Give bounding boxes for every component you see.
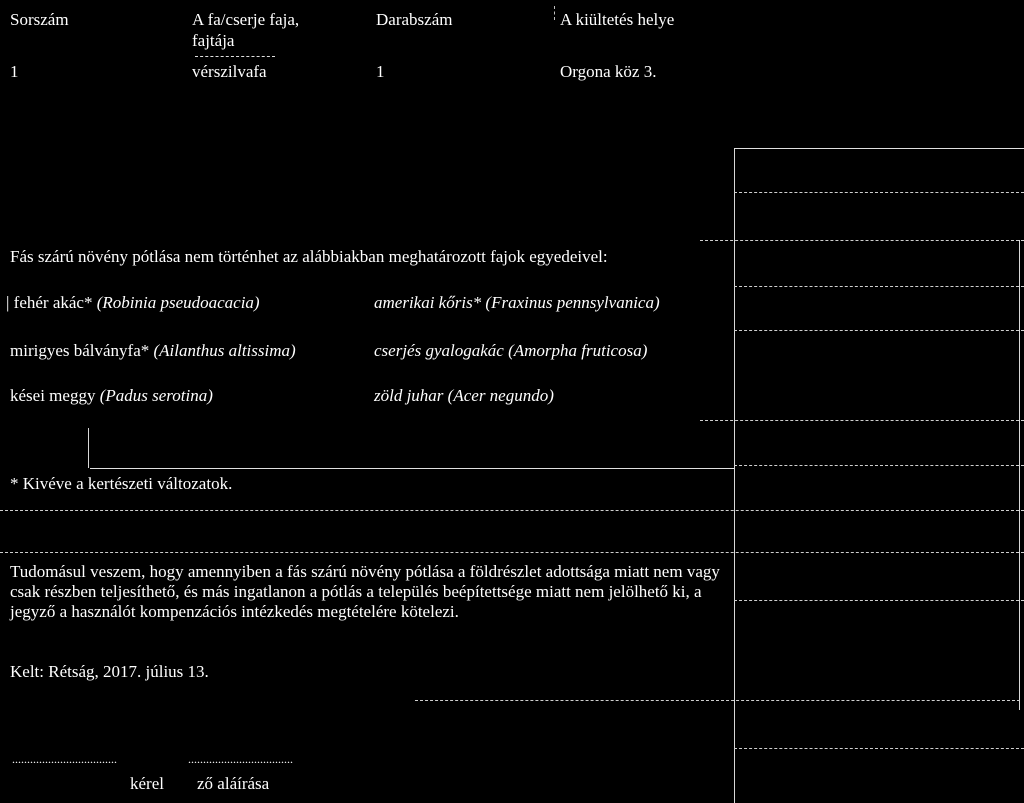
- signature-dots-right: ...................................: [188, 752, 293, 766]
- header-species-line2: fajtája: [192, 31, 235, 50]
- right-box-line-4: [734, 286, 1024, 287]
- header-number: Sorszám: [10, 10, 69, 29]
- left-column-divider-mark: [90, 468, 735, 469]
- signature-dots-left: ...................................: [12, 752, 117, 766]
- right-box-line-8: [0, 510, 1024, 511]
- species-name: kései meggy: [10, 386, 96, 405]
- restricted-species-left-2: [10, 341, 296, 361]
- restricted-species-left-3: [10, 386, 213, 406]
- row-location: Orgona köz 3.: [560, 62, 657, 81]
- species-latin: (Ailanthus altissima): [153, 341, 296, 360]
- date-line: Kelt: Rétság, 2017. július 13.: [10, 662, 209, 681]
- species-name: fehér akác*: [13, 293, 93, 312]
- species-name: mirigyes bálványfa*: [10, 341, 150, 360]
- right-box-line-9: [0, 552, 1024, 553]
- signature-label-part2: ző aláírása: [197, 774, 270, 793]
- row-species: vérszilvafa: [192, 62, 267, 81]
- right-box-line-11: [415, 700, 1020, 701]
- footnote: * Kivéve a kertészeti változatok.: [10, 474, 233, 493]
- right-box-line-1: [734, 148, 1024, 149]
- restricted-species-right-3: zöld juhar (Acer negundo): [374, 386, 554, 405]
- restriction-heading: Fás szárú növény pótlása nem történhet az alábbiakban meghatározott fajok egyedeivel:: [10, 247, 608, 266]
- row-number: 1: [10, 62, 19, 81]
- signature-label-part1: kérel: [130, 774, 164, 793]
- restricted-species-right-2: cserjés gyalogakác (Amorpha fruticosa): [374, 341, 648, 360]
- restricted-species-left-1: | fehér akác* (Robinia pseudoacacia): [6, 293, 260, 312]
- right-box-line-2: [734, 192, 1024, 193]
- header-count: Darabszám: [376, 10, 453, 29]
- right-box-right-border: [1019, 240, 1020, 710]
- right-box-left-border: [734, 148, 735, 803]
- header-location: A kiültetés helye: [560, 10, 675, 29]
- right-box-line-12: [734, 748, 1024, 749]
- right-box-line-10: [734, 600, 1024, 601]
- species-latin: (Padus serotina): [99, 386, 213, 405]
- right-box-line-5: [734, 330, 1024, 331]
- right-box-line-6: [700, 420, 1024, 421]
- right-box-line-7: [734, 465, 1024, 466]
- row-count: 1: [376, 62, 385, 81]
- header-species: A fa/cserje faja,: [192, 10, 300, 29]
- species-latin: (Robinia pseudoacacia): [96, 293, 260, 312]
- right-box-line-3: [700, 240, 1024, 241]
- restricted-species-right-1: amerikai kőris* (Fraxinus pennsylvanica): [374, 293, 660, 312]
- left-vertical-mark: [88, 428, 89, 468]
- header-underline-mark: [195, 56, 275, 57]
- header-location-mark: [554, 6, 555, 20]
- acknowledgement-paragraph: Tudomásul veszem, hogy amennyiben a fás szárú növény pótlása a földrészlet adottsága miatt nem vagy csak részben teljesíthető, és más ingatlanon a pótlás a település beépítettsége miatt nem jelölhető ki, a jegyző a használót kompenzációs intézkedés megtételére kötelezi.: [10, 562, 720, 621]
